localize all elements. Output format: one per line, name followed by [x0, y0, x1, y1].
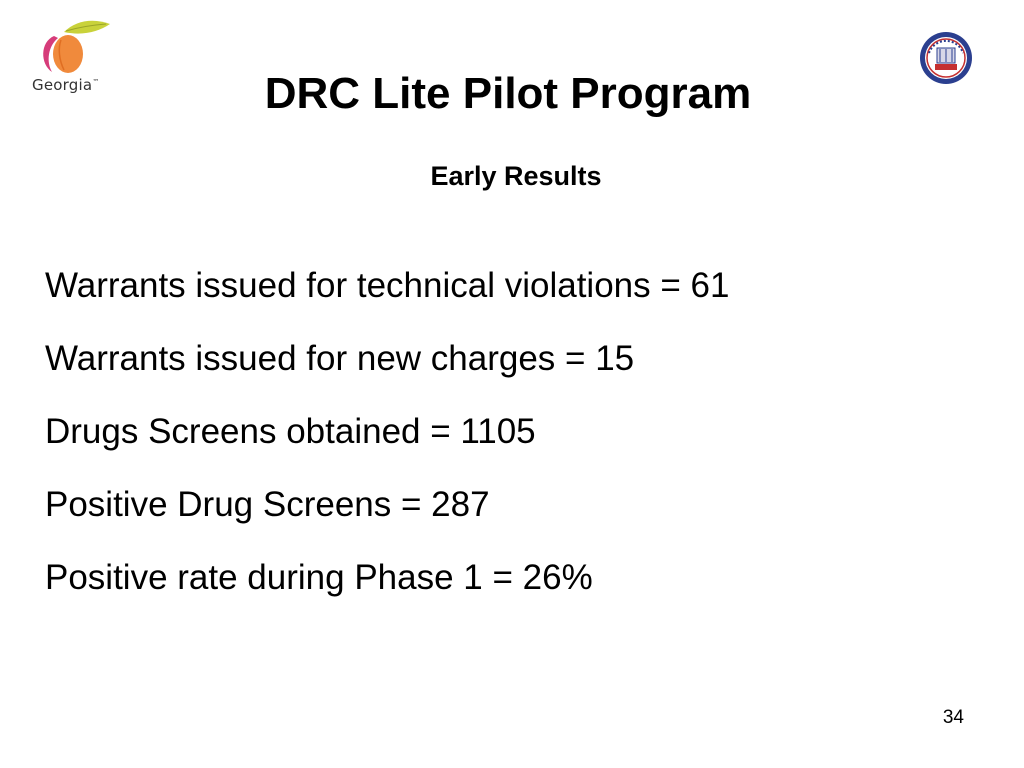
- slide-title: DRC Lite Pilot Program: [264, 69, 752, 118]
- results-list: [45, 264, 729, 629]
- list-item: Drugs Screens obtained = 1105: [45, 412, 536, 451]
- list-item: Warrants issued for technical violations = 61: [45, 266, 730, 305]
- list-item: Warrants issued for new charges = 15: [45, 339, 635, 378]
- page-number: 34: [942, 707, 964, 728]
- list-item: Positive Drug Screens = 287: [45, 485, 490, 524]
- georgia-logo-text: Georgia™: [32, 76, 100, 94]
- slide-subtitle: Early Results: [430, 161, 602, 191]
- list-item: Positive rate during Phase 1 = 26%: [45, 558, 593, 597]
